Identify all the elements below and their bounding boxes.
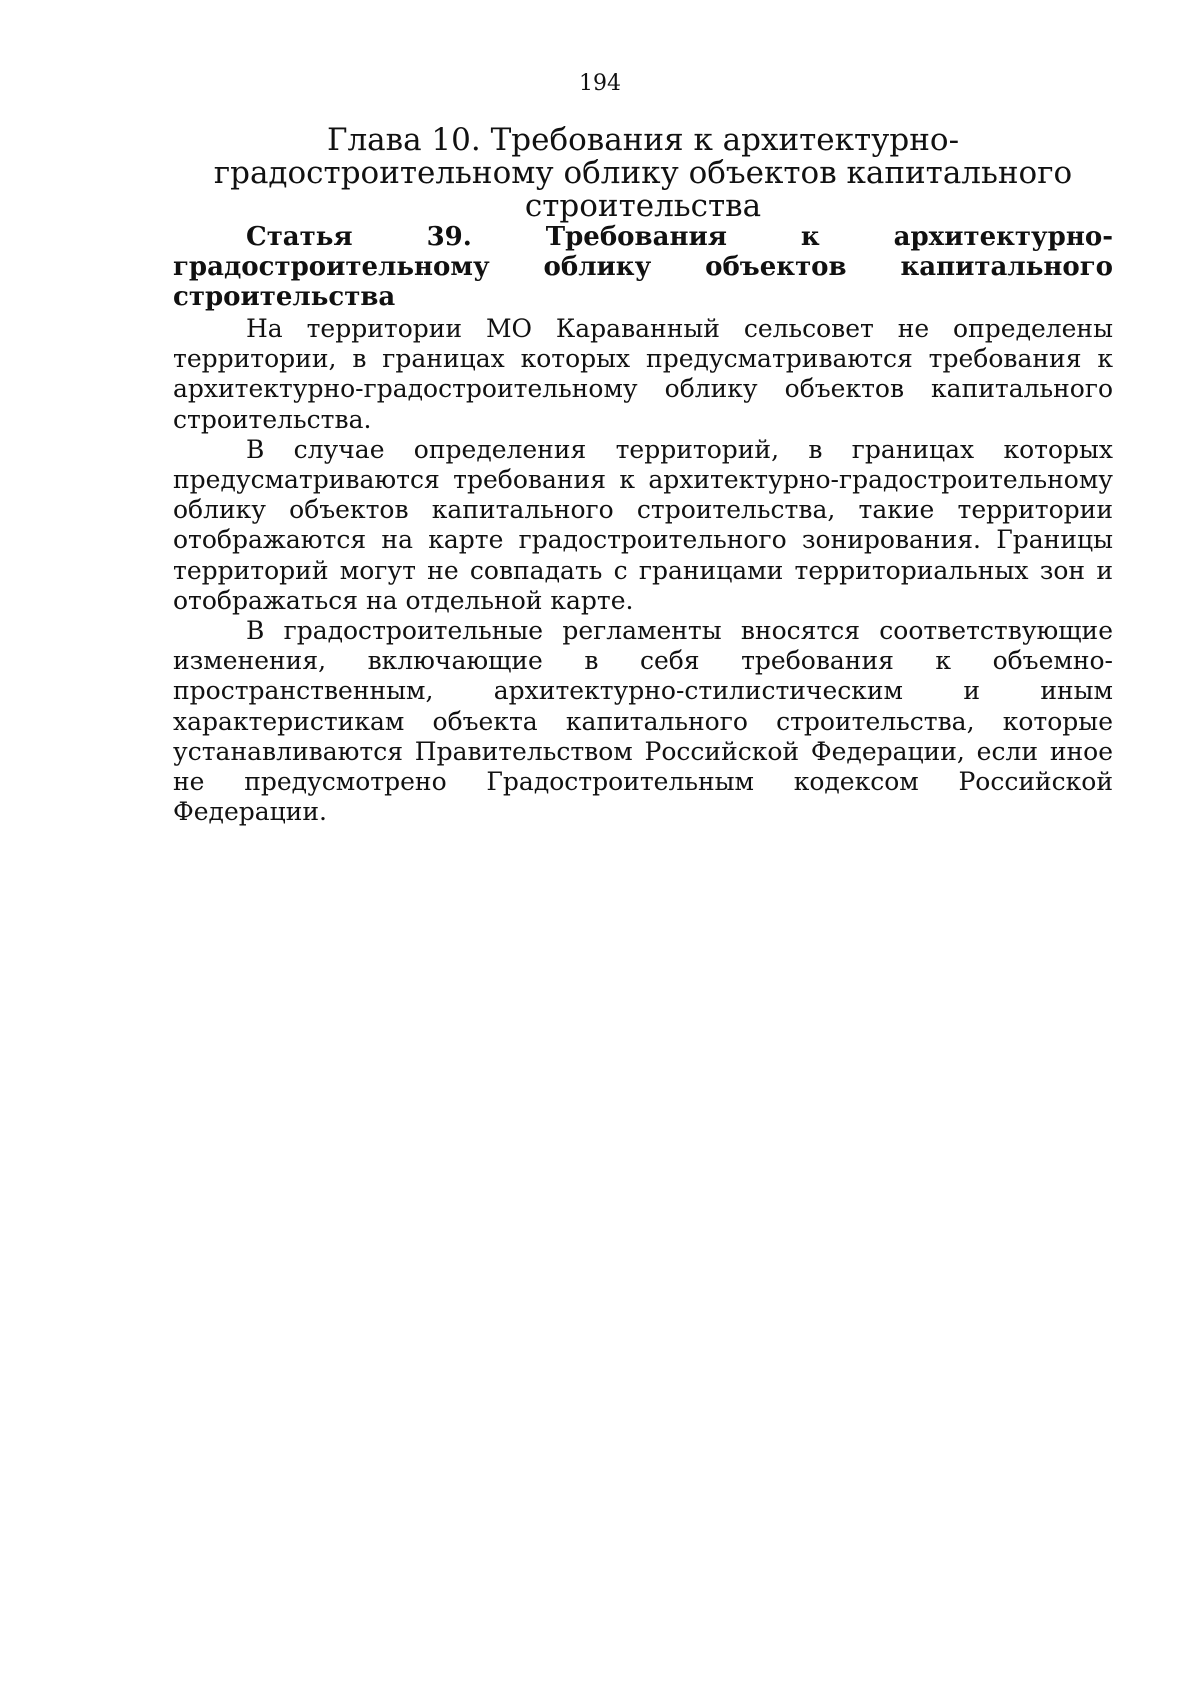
body-paragraph: В случае определения территорий, в границах которых предусматриваются требования к архитектурно-градостроительному облику объектов капитального строительства, такие территории отображаются на карте градостроительного зонирования. Границы территорий могут не совпадать с границами территориальных зон и отображаться на отдельной карте. [173, 434, 1113, 615]
page-number: 194 [579, 71, 621, 96]
article-title: Статья 39. Требования к архитектурно-градостроительному облику объектов капитального строительства [173, 222, 1113, 312]
chapter-title: Глава 10. Требования к архитектурно-градостроительному облику объектов капитального строительства [213, 122, 1073, 224]
body-paragraph: На территории МО Караванный сельсовет не определены территории, в границах которых предусматриваются требования к архитектурно-градостроительному облику объектов капитального строительства. [173, 314, 1113, 434]
body-paragraph: В градостроительные регламенты вносятся соответствующие изменения, включающие в себя требования к объемно-пространственным, архитектурно-стилистическим и иным характеристикам объекта капитального строительства, которые устанавливаются Правительством Российской Федерации, если иное не предусмотрено Градостроительным кодексом Российской Федерации. [173, 616, 1113, 827]
article-body [173, 314, 1113, 827]
